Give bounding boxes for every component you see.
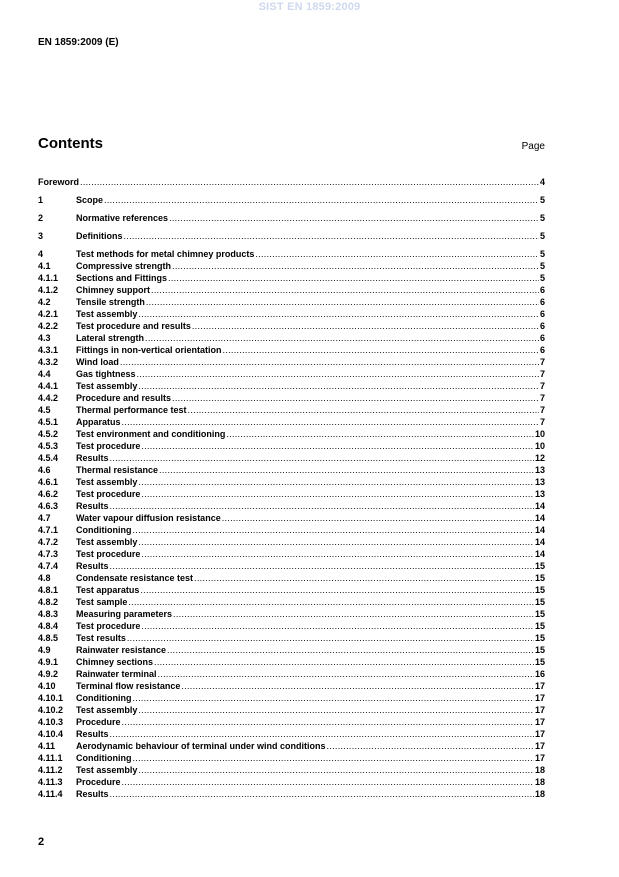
toc-entry-number: 2	[38, 213, 44, 223]
toc-leader-dots	[110, 500, 534, 512]
toc-entry-page: 5	[539, 231, 545, 241]
toc-entry-page: 7	[539, 405, 545, 415]
toc-entry-title: Test procedure	[76, 489, 141, 499]
toc-leader-dots	[132, 692, 534, 704]
toc-leader-dots	[141, 488, 534, 500]
toc-entry[interactable]	[38, 644, 545, 656]
toc-leader-dots	[226, 428, 534, 440]
toc-entry-number: 4.10.4	[38, 729, 64, 739]
toc-entry-number: 4.8	[38, 573, 51, 583]
toc-entry[interactable]	[38, 368, 545, 380]
toc-entry-title: Terminal flow resistance	[76, 681, 181, 691]
toc-entry-number: 4.8.1	[38, 585, 59, 595]
toc-entry-title: Results	[76, 561, 109, 571]
watermark: SIST EN 1859:2009	[258, 1, 361, 13]
toc-entry[interactable]	[38, 296, 545, 308]
toc-leader-dots	[127, 632, 534, 644]
toc-entry[interactable]	[38, 392, 545, 404]
toc-entry-title: Normative references	[76, 213, 169, 223]
toc-entry-number: 4.9.1	[38, 657, 59, 667]
toc-entry-page: 18	[534, 765, 545, 775]
toc-entry[interactable]	[38, 524, 545, 536]
toc-entry[interactable]	[38, 356, 545, 368]
toc-entry-number: 4.6.1	[38, 477, 59, 487]
toc-entry-page: 6	[539, 345, 545, 355]
toc-entry[interactable]	[38, 344, 545, 356]
toc-leader-dots	[168, 272, 539, 284]
toc-leader-dots	[138, 536, 534, 548]
toc-entry-page: 17	[534, 705, 545, 715]
toc-entry[interactable]	[38, 404, 545, 416]
toc-entry-title: Thermal resistance	[76, 465, 159, 475]
toc-entry-page: 15	[534, 573, 545, 583]
toc-entry[interactable]	[38, 608, 545, 620]
toc-entry-title: Gas tightness	[76, 369, 136, 379]
page-number: 2	[38, 836, 45, 848]
toc-leader-dots	[122, 416, 539, 428]
toc-entry-page: 13	[534, 465, 545, 475]
toc-entry[interactable]	[38, 248, 545, 260]
toc-leader-dots	[327, 740, 534, 752]
toc-leader-dots	[80, 176, 539, 188]
toc-entry-page: 10	[534, 441, 545, 451]
toc-entry-page: 15	[534, 657, 545, 667]
toc-entry-number: 4.3.1	[38, 345, 59, 355]
toc-entry[interactable]	[38, 560, 545, 572]
toc-entry-page: 6	[539, 297, 545, 307]
toc-entry-page: 15	[534, 621, 545, 631]
toc-entry-number: 4.6	[38, 465, 51, 475]
toc-leader-dots	[122, 716, 534, 728]
toc-leader-dots	[194, 572, 534, 584]
toc-entry[interactable]	[38, 260, 545, 272]
toc-entry-title: Procedure	[76, 777, 121, 787]
toc-entry-title: Scope	[76, 195, 104, 205]
toc-entry[interactable]	[38, 716, 545, 728]
toc-entry-page: 15	[534, 597, 545, 607]
toc-entry-page: 6	[539, 285, 545, 295]
page-column-label: Page	[521, 141, 545, 152]
toc-entry[interactable]	[38, 536, 545, 548]
toc-leader-dots	[124, 230, 539, 242]
toc-entry[interactable]	[38, 272, 545, 284]
toc-entry-number: 4.5	[38, 405, 51, 415]
toc-entry[interactable]	[38, 440, 545, 452]
toc-entry-title: Chimney support	[76, 285, 151, 295]
toc-entry-number: 4.11	[38, 741, 56, 751]
toc-entry[interactable]	[38, 680, 545, 692]
toc-leader-dots	[132, 524, 534, 536]
toc-entry-number: 4.6.2	[38, 489, 59, 499]
toc-entry-number: 4.1.2	[38, 285, 59, 295]
toc-entry-title: Tensile strength	[76, 297, 145, 307]
toc-leader-dots	[255, 248, 539, 260]
toc-entry[interactable]	[38, 284, 545, 296]
contents-title: Contents	[38, 135, 103, 152]
toc-entry-number: 4	[38, 249, 44, 259]
toc-entry-number: 4.1.1	[38, 273, 59, 283]
toc-entry[interactable]	[38, 740, 545, 752]
toc-leader-dots	[132, 752, 534, 764]
toc-entry[interactable]	[38, 320, 545, 332]
toc-entry[interactable]	[38, 752, 545, 764]
toc-entry[interactable]	[38, 194, 545, 206]
toc-leader-dots	[169, 212, 539, 224]
toc-leader-dots	[145, 332, 539, 344]
toc-entry-number: 4.2.1	[38, 309, 59, 319]
toc-entry-number: 4.7.3	[38, 549, 59, 559]
toc-leader-dots	[181, 680, 534, 692]
toc-entry[interactable]	[38, 332, 545, 344]
toc-entry-title: Wind load	[76, 357, 119, 367]
toc-entry[interactable]	[38, 776, 545, 788]
toc-entry-number: 4.5.1	[38, 417, 59, 427]
toc-entry-number: 4.5.3	[38, 441, 59, 451]
toc-entry-title: Sections and Fittings	[76, 273, 168, 283]
toc-entry-title: Test procedure and results	[76, 321, 191, 331]
toc-entry-number: 4.3.2	[38, 357, 59, 367]
toc-leader-dots	[128, 596, 534, 608]
toc-entry-number: 4.8.4	[38, 621, 59, 631]
toc-entry-page: 5	[539, 261, 545, 271]
toc-entry-number: 4.10.2	[38, 705, 64, 715]
toc-entry-title: Test environment and conditioning	[76, 429, 226, 439]
toc-entry-number: 4.9.2	[38, 669, 59, 679]
toc-entry-number: 4.11.1	[38, 753, 63, 763]
toc-entry[interactable]	[38, 452, 545, 464]
toc-entry-number: 4.4.1	[38, 381, 59, 391]
toc-entry-number: 4.8.3	[38, 609, 59, 619]
toc-entry-number: 4.10.3	[38, 717, 64, 727]
toc-entry-number: 4.11.4	[38, 789, 63, 799]
toc-entry-page: 5	[539, 249, 545, 259]
toc-leader-dots	[158, 668, 534, 680]
toc-entry-title: Chimney sections	[76, 657, 154, 667]
toc-entry[interactable]	[38, 668, 545, 680]
toc-entry-page: 6	[539, 309, 545, 319]
toc-entry-page: 13	[534, 477, 545, 487]
toc-entry-number: 4.11.2	[38, 765, 63, 775]
toc-leader-dots	[167, 644, 534, 656]
toc-entry-title: Aerodynamic behaviour of terminal under wind conditions	[76, 741, 326, 751]
toc-entry-title: Rainwater terminal	[76, 669, 157, 679]
toc-entry-page: 5	[539, 195, 545, 205]
toc-leader-dots	[141, 620, 534, 632]
toc-entry-title: Results	[76, 501, 109, 511]
toc-entry[interactable]	[38, 620, 545, 632]
toc-leader-dots	[138, 380, 539, 392]
toc-entry-number: 4.9	[38, 645, 51, 655]
toc-entry-number: 4.2	[38, 297, 51, 307]
toc-entry-number: 4.7.2	[38, 537, 59, 547]
toc-entry-page: 10	[534, 429, 545, 439]
toc-entry-title: Foreword	[38, 177, 80, 187]
toc-leader-dots	[141, 440, 534, 452]
toc-leader-dots	[140, 584, 534, 596]
toc-entry[interactable]	[38, 212, 545, 224]
toc-entry[interactable]	[38, 692, 545, 704]
toc-entry-page: 15	[534, 633, 545, 643]
toc-leader-dots	[223, 344, 539, 356]
toc-entry-number: 4.3	[38, 333, 51, 343]
toc-leader-dots	[173, 608, 534, 620]
toc-entry-title: Fittings in non-vertical orientation	[76, 345, 222, 355]
toc-entry-number: 3	[38, 231, 44, 241]
toc-entry-title: Test assembly	[76, 381, 138, 391]
toc-entry-title: Test sample	[76, 597, 128, 607]
toc-entry-page: 14	[534, 525, 545, 535]
toc-entry[interactable]	[38, 380, 545, 392]
toc-entry-number: 4.5.2	[38, 429, 59, 439]
toc-entry-title: Conditioning	[76, 525, 132, 535]
toc-entry-title: Compressive strength	[76, 261, 172, 271]
toc-entry[interactable]	[38, 788, 545, 800]
toc-entry-page: 14	[534, 513, 545, 523]
toc-leader-dots	[120, 356, 539, 368]
toc-entry[interactable]	[38, 488, 545, 500]
toc-entry-page: 15	[534, 645, 545, 655]
toc-leader-dots	[138, 704, 534, 716]
toc-leader-dots	[110, 788, 534, 800]
toc-entry-title: Conditioning	[76, 693, 132, 703]
toc-entry[interactable]	[38, 632, 545, 644]
toc-entry-page: 7	[539, 369, 545, 379]
toc-entry-number: 4.1	[38, 261, 51, 271]
toc-entry-title: Test procedure	[76, 621, 141, 631]
toc-entry[interactable]	[38, 176, 545, 188]
toc-entry-page: 17	[534, 681, 545, 691]
toc-entry-number: 4.8.5	[38, 633, 59, 643]
toc-entry[interactable]	[38, 572, 545, 584]
toc-leader-dots	[110, 728, 534, 740]
toc-entry-title: Apparatus	[76, 417, 121, 427]
toc-entry-title: Lateral strength	[76, 333, 145, 343]
toc-entry[interactable]	[38, 464, 545, 476]
toc-leader-dots	[138, 764, 534, 776]
toc-entry-page: 15	[534, 561, 545, 571]
toc-leader-dots	[172, 260, 539, 272]
toc-entry[interactable]	[38, 656, 545, 668]
toc-entry-title: Test assembly	[76, 705, 138, 715]
toc-leader-dots	[122, 776, 534, 788]
toc-leader-dots	[141, 548, 534, 560]
toc-entry-page: 12	[534, 453, 545, 463]
toc-entry-page: 15	[534, 609, 545, 619]
toc-entry-page: 5	[539, 213, 545, 223]
toc-leader-dots	[110, 452, 534, 464]
toc-leader-dots	[110, 560, 534, 572]
toc-entry[interactable]	[38, 704, 545, 716]
toc-entry-page: 6	[539, 333, 545, 343]
toc-entry-page: 17	[534, 717, 545, 727]
toc-entry-title: Test methods for metal chimney products	[76, 249, 255, 259]
toc-entry-page: 17	[534, 741, 545, 751]
toc-entry-title: Results	[76, 453, 109, 463]
toc-entry-title: Definitions	[76, 231, 123, 241]
toc-entry-title: Procedure and results	[76, 393, 172, 403]
toc-entry-number: 4.5.4	[38, 453, 59, 463]
toc-entry-title: Test assembly	[76, 765, 138, 775]
toc-entry-number: 4.7	[38, 513, 51, 523]
toc-entry-title: Conditioning	[76, 753, 132, 763]
toc-leader-dots	[192, 320, 539, 332]
toc-entry-page: 18	[534, 789, 545, 799]
toc-entry-page: 5	[539, 273, 545, 283]
toc-entry[interactable]	[38, 764, 545, 776]
toc-entry-title: Test assembly	[76, 309, 138, 319]
toc-entry-title: Test assembly	[76, 477, 138, 487]
toc-entry-page: 16	[534, 669, 545, 679]
toc-entry-title: Test apparatus	[76, 585, 140, 595]
toc-entry-page: 15	[534, 585, 545, 595]
toc-entry[interactable]	[38, 308, 545, 320]
toc-entry-page: 17	[534, 693, 545, 703]
toc-entry-page: 13	[534, 489, 545, 499]
toc-entry-page: 18	[534, 777, 545, 787]
toc-leader-dots	[146, 296, 539, 308]
toc-entry-page: 7	[539, 381, 545, 391]
toc-entry-number: 4.10.1	[38, 693, 64, 703]
toc-entry-page: 14	[534, 537, 545, 547]
toc-leader-dots	[154, 656, 534, 668]
toc-entry-number: 4.4.2	[38, 393, 59, 403]
toc-entry-page: 6	[539, 321, 545, 331]
toc-entry-number: 4.10	[38, 681, 56, 691]
toc-entry[interactable]	[38, 230, 545, 242]
document-header: EN 1859:2009 (E)	[38, 37, 119, 48]
toc-entry-page: 4	[539, 177, 545, 187]
toc-entry-number: 4.4	[38, 369, 51, 379]
toc-leader-dots	[104, 194, 539, 206]
toc-entry-page: 14	[534, 549, 545, 559]
toc-leader-dots	[188, 404, 539, 416]
toc-entry-page: 7	[539, 393, 545, 403]
toc-entry-number: 1	[38, 195, 44, 205]
toc-entry-number: 4.11.3	[38, 777, 63, 787]
toc-leader-dots	[222, 512, 534, 524]
toc-leader-dots	[137, 368, 539, 380]
toc-entry-page: 14	[534, 501, 545, 511]
toc-entry-title: Measuring parameters	[76, 609, 173, 619]
toc-entry-title: Condensate resistance test	[76, 573, 194, 583]
toc-entry-page: 7	[539, 357, 545, 367]
toc-leader-dots	[138, 476, 534, 488]
toc-entry-number: 4.7.4	[38, 561, 59, 571]
toc-entry-title: Results	[76, 789, 109, 799]
toc-leader-dots	[151, 284, 539, 296]
toc-entry-number: 4.6.3	[38, 501, 59, 511]
toc-entry-title: Results	[76, 729, 109, 739]
toc-entry[interactable]	[38, 596, 545, 608]
toc-entry-number: 4.7.1	[38, 525, 59, 535]
toc-entry-title: Test procedure	[76, 549, 141, 559]
toc-leader-dots	[159, 464, 534, 476]
toc-entry-page: 7	[539, 417, 545, 427]
toc-entry-title: Water vapour diffusion resistance	[76, 513, 221, 523]
toc-entry-title: Test results	[76, 633, 126, 643]
toc-entry[interactable]	[38, 548, 545, 560]
toc-entry[interactable]	[38, 728, 545, 740]
toc-leader-dots	[172, 392, 539, 404]
toc-entry[interactable]	[38, 428, 545, 440]
toc-entry-title: Rainwater resistance	[76, 645, 167, 655]
toc-entry-title: Procedure	[76, 717, 121, 727]
toc-entry-title: Thermal performance test	[76, 405, 187, 415]
toc-entry-page: 17	[534, 753, 545, 763]
toc-leader-dots	[138, 308, 539, 320]
table-of-contents	[38, 176, 545, 800]
toc-entry-number: 4.8.2	[38, 597, 59, 607]
toc-entry[interactable]	[38, 512, 545, 524]
toc-entry[interactable]	[38, 476, 545, 488]
toc-entry-title: Test assembly	[76, 537, 138, 547]
toc-entry-page: 17	[534, 729, 545, 739]
toc-entry[interactable]	[38, 500, 545, 512]
toc-entry-title: Test procedure	[76, 441, 141, 451]
toc-entry[interactable]	[38, 416, 545, 428]
toc-entry[interactable]	[38, 584, 545, 596]
toc-entry-number: 4.2.2	[38, 321, 59, 331]
